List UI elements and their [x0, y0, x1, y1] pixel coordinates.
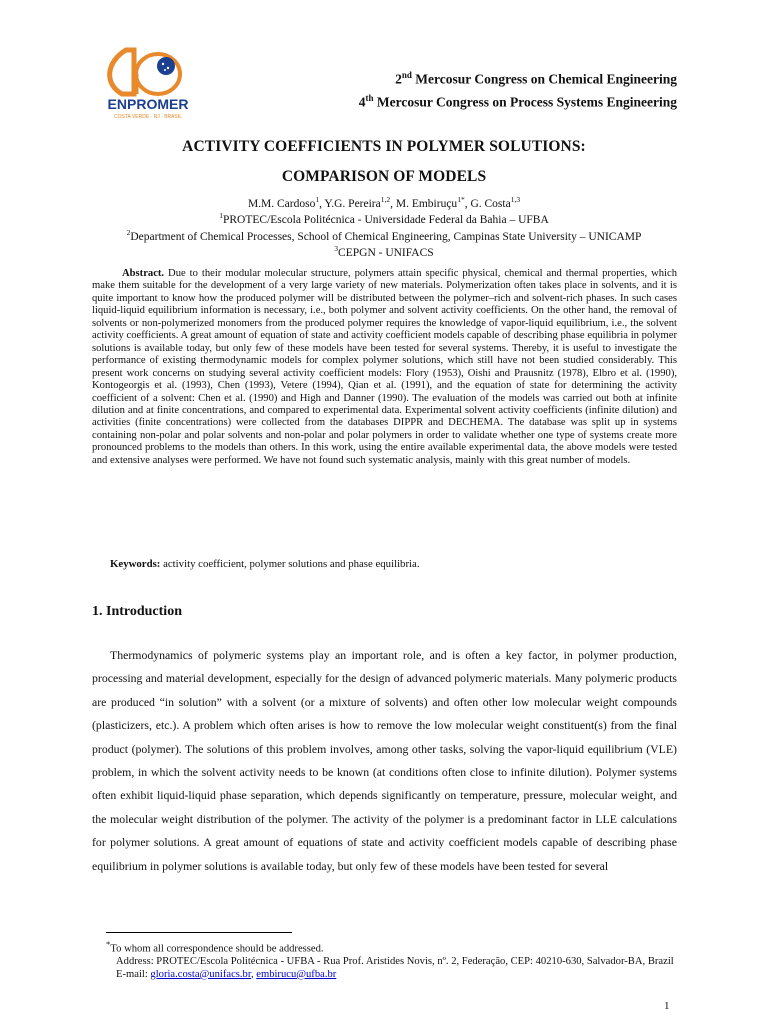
affiliation-1: $^1$PROTEC/Escola Politécnica - Universidade Federal da Bahia – UFBA: [219, 211, 549, 227]
page-number: 1: [664, 1000, 670, 1012]
keywords: [110, 558, 680, 570]
footnote-email: E-mail: gloria.costa@unifacs.br, embirucu@ufba.br: [116, 968, 337, 980]
email-link-1[interactable]: gloria.costa@unifacs.br: [150, 968, 251, 980]
footnote-divider: [106, 932, 292, 933]
email-link-2[interactable]: embirucu@ufba.br: [256, 968, 337, 980]
author-names: M.M. Cardoso$^1$, Y.G. Pereira$^{1,2}$, M. Embiruçu$^{1*}$, G. Costa$^{1,3}$: [247, 195, 521, 210]
keywords-text: activity coefficient, polymer solutions and phase equilibria.: [160, 558, 420, 570]
affiliation-2: $^2$Department of Chemical Processes, School of Chemical Engineering, Campinas State University – UNICAMP: [126, 227, 642, 243]
title-line-2: COMPARISON OF MODELS: [281, 168, 487, 185]
conference-line-1: 2nd Mercosur Congress on Chemical Engineering: [395, 70, 677, 87]
conference-header: [300, 66, 677, 111]
author-block: [60, 194, 708, 259]
affiliation-3: $^3$CEPGN - UNIFACS: [334, 243, 434, 259]
conference-line-2: 4th Mercosur Congress on Process Systems Engineering: [358, 92, 677, 109]
abstract: [92, 268, 677, 467]
introduction-paragraph: Thermodynamics of polymeric systems play an important role, and is often a key factor, in polymer production, processing and material development, especially for the design of advanced polymeric materials. Many polymeric products are produced “in solution” with a solvent (or a mixture of solvents) and often other low molecular weight compounds (plasticizers, etc.). A problem which often arises is how to remove the low molecular weight constituent(s) from the final product (polymer). The solutions of this problem involves, among other tasks, solving the vapor-liquid equilibrium (VLE) problem, in which the solvent activity needs to be known (at conditions often close to infinite dilution). Polymer systems often exhibit liquid-liquid phase separation, which depends significantly on temperature, pressure, molecular weight, and the molecular weight distribution of the polymer. The activity of the polymer is a predominant factor in LLE calculations for polymer solutions. A great amount of equations of state and activity coefficient models capable of describing phase equilibrium in polymer solutions is available today, but only few of these models have been tested for several: [92, 648, 677, 873]
logo-subtext: COSTA VERDE · RJ · BRASIL: [114, 114, 182, 120]
abstract-label: Abstract.: [122, 268, 165, 279]
keywords-label: Keywords:: [110, 558, 161, 570]
enpromer-logo: [96, 44, 200, 122]
logo-wordmark: ENPROMER: [107, 96, 189, 112]
footnote: [106, 938, 678, 981]
enpromer-logo-graphic: [96, 44, 200, 122]
footnote-correspondence: *To whom all correspondence should be addressed.: [106, 939, 324, 955]
paper-title: [60, 132, 708, 192]
section-heading-introduction: 1. Introduction: [92, 604, 182, 619]
footnote-address: Address: PROTEC/Escola Politécnica - UFBA - Rua Prof. Aristides Novis, nº. 2, Federação, CEP: 40210-630, Salvador-BA, Brazil: [116, 956, 674, 968]
abstract-text: Due to their modular molecular structure, polymers attain specific physical, chemical and thermal properties, which make them suitable for the development of a very large variety of new materials. Polymerization often takes place in solvents, and it is quite important to know how the produced polymer will be distributed between the polymer–rich and solvent-rich phases. In such cases liquid-liquid equilibrium information is necessary, i.e., both polymer and solvent activity coefficients. On the other hand, the removal of solvents or non-polymerized monomers from the produced polymer requires the knowledge of vapor-liquid equilibrium, i.e., the solvent activity coefficients. A great amount of equation of state and activity coefficient models capable of describing phase equilibria in polymer solutions is available today, but only few of these models have been tested for several systems. Thereby, it is useful to investigate the performance of existing thermodynamic models for complex polymer solutions, which still have not been studied considerably. This present work concerns on studying several activity coefficient models: Flory (1953), Oishi and Prausnitz (1978), Elbro et al. (1990), Kontogeorgis et al. (1993), Chen (1993), Vetere (1994), Qian et al. (1991), and the equation of state for determining the activity coefficient of a solvent: Chen et al. (1990) and High and Danner (1990). The evaluation of the models was carried out both at infinite dilution and at finite concentrations, and compared to experimental data. Experimental solvent activity coefficients (infinite dilution) and activities (finite concentrations) were collected from the databases DIPPR and DECHEMA. The database was split up in systems containing non-polar and polar solvents and non-polar and polar polymers in order to validate whether one type of systems create more pronounced problems to the models than others. In this work, using the entire available experimental data, the above models were tested and extensive analyses were performed. We have not found such systematic analysis, mainly with this great number of models.: [92, 268, 677, 466]
title-line-1: ACTIVITY COEFFICIENTS IN POLYMER SOLUTIONS:: [182, 138, 586, 155]
